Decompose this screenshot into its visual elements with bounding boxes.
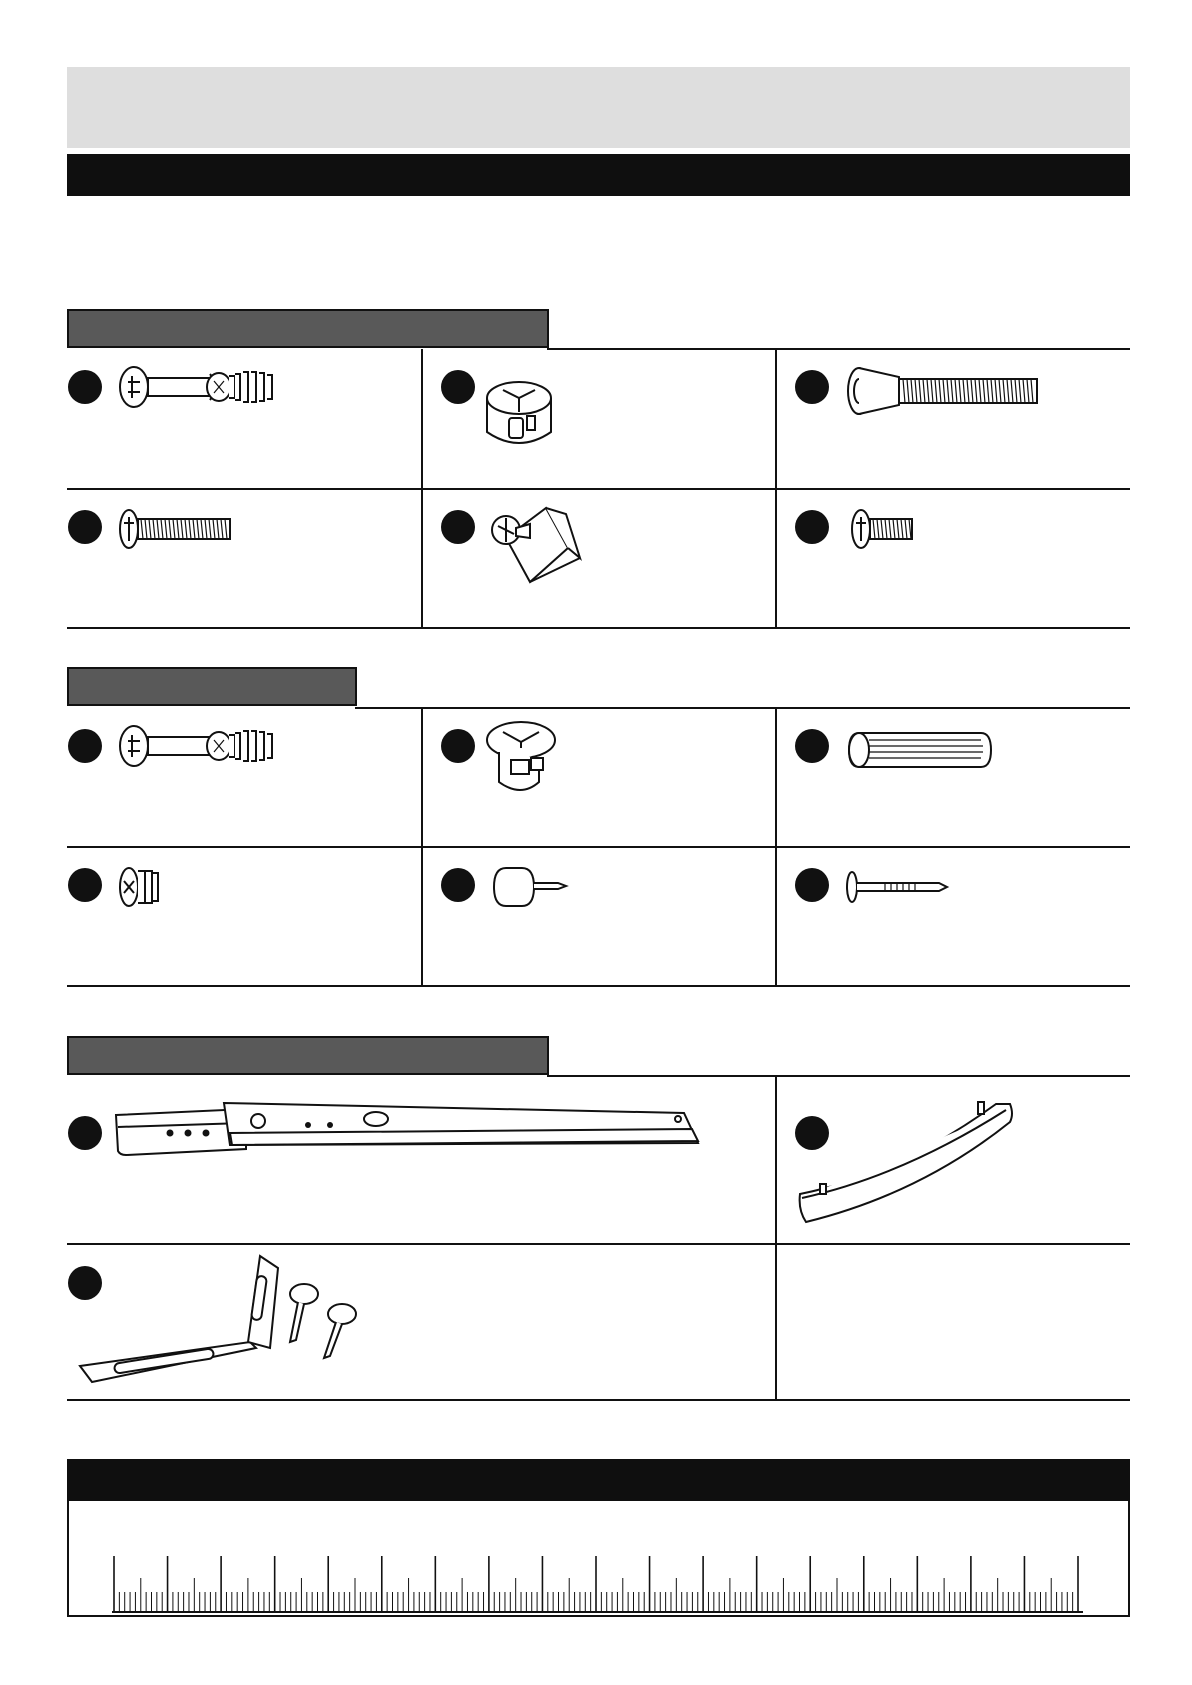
- euro-screw-icon: [117, 865, 177, 909]
- part-marker: [795, 510, 829, 544]
- part-marker: [441, 510, 475, 544]
- section-3-middle-rule: [67, 1243, 1130, 1245]
- curved-handle-icon: [798, 1098, 1018, 1226]
- section-1-heading: [67, 309, 549, 348]
- cam-lock-icon: [481, 378, 557, 450]
- ruler-heading: [67, 1459, 1130, 1501]
- part-marker: [795, 868, 829, 902]
- wooden-dowel-icon: [845, 731, 995, 769]
- nail-icon: [845, 870, 955, 904]
- cam-lock-icon: [481, 718, 561, 802]
- measuring-ruler-icon: [110, 1556, 1085, 1614]
- title-bar: [67, 154, 1130, 196]
- part-marker: [68, 729, 102, 763]
- long-connector-bolt-icon: [845, 364, 1050, 418]
- part-marker: [68, 868, 102, 902]
- corner-block-icon: [486, 504, 586, 586]
- cam-bolt-icon: [117, 721, 287, 771]
- drawer-runner-icon: [108, 1097, 708, 1169]
- short-screw-icon: [849, 507, 921, 551]
- section-2-divider-2: [775, 708, 777, 987]
- part-marker: [795, 729, 829, 763]
- section-2-heading: [67, 667, 357, 706]
- section-3-bottom-rule: [67, 1399, 1130, 1401]
- part-marker: [441, 729, 475, 763]
- cam-bolt-icon: [117, 362, 287, 412]
- glide-pin-icon: [494, 864, 574, 910]
- section-3-divider: [775, 1076, 777, 1400]
- part-marker: [68, 1116, 102, 1150]
- header-band: [67, 67, 1130, 148]
- section-3-top-rule: [547, 1075, 1130, 1077]
- section-2-top-rule: [355, 707, 1130, 709]
- section-1-middle-rule: [67, 488, 1130, 490]
- part-marker: [441, 868, 475, 902]
- part-marker: [441, 370, 475, 404]
- section-3-heading: [67, 1036, 549, 1075]
- section-1-bottom-rule: [67, 627, 1130, 629]
- section-2-bottom-rule: [67, 985, 1130, 987]
- section-1-top-rule: [547, 348, 1130, 350]
- section-2-divider-1: [421, 708, 423, 987]
- wall-bracket-with-screws-icon: [78, 1254, 368, 1386]
- part-marker: [68, 510, 102, 544]
- part-marker: [795, 370, 829, 404]
- section-1-divider-2: [775, 349, 777, 628]
- machine-screw-icon: [117, 507, 237, 551]
- section-2-middle-rule: [67, 846, 1130, 848]
- part-marker: [68, 370, 102, 404]
- section-1-divider-1: [421, 349, 423, 628]
